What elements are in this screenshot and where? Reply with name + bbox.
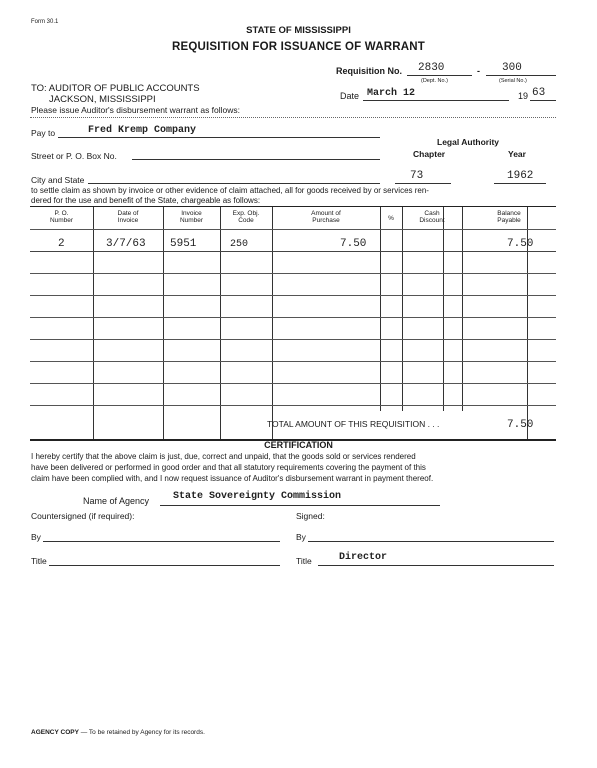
footer: [31, 729, 205, 736]
header-balance: Balance Payable: [497, 210, 521, 224]
settle-text-1: to settle claim as shown by invoice or other evidence of claim attached, all for goods received by or services ren-: [31, 186, 429, 195]
by-line-left: [43, 541, 280, 542]
header-amount: Amount of Purchase: [311, 210, 341, 224]
countersigned-label: Countersigned (if required):: [31, 511, 135, 521]
date-label: Date: [340, 91, 360, 101]
header-invoice-number: Invoice Number: [179, 210, 204, 224]
title-label-right: Title: [296, 556, 312, 566]
year-prefix: 19: [518, 91, 529, 101]
pay-to-label: Pay to: [31, 128, 56, 138]
year-label: Year: [508, 149, 526, 159]
dept-no-value: 2830: [418, 62, 445, 74]
serial-no-line: [486, 75, 556, 76]
to-line-2: JACKSON, MISSISSIPPI: [49, 94, 156, 105]
street-line: [132, 159, 380, 160]
chapter-line: [395, 183, 451, 184]
to-line-1: TO: AUDITOR OF PUBLIC ACCOUNTS: [31, 83, 200, 94]
chapter-value: 73: [410, 170, 424, 182]
form-number: Form 30.1: [31, 19, 59, 25]
header-exp-code: Exp. Obj. Code: [232, 210, 260, 224]
title-value: Director: [339, 552, 388, 563]
agency-line: [160, 505, 440, 506]
total-value: 7.50: [507, 419, 534, 431]
row-balance: 7.50: [507, 238, 534, 250]
row-invoice-date: 3/7/63: [106, 238, 146, 250]
state-heading: STATE OF MISSISSIPPI: [246, 25, 351, 36]
dash: -: [477, 66, 480, 76]
header-po: P. O. Number: [49, 210, 74, 224]
chapter-label: Chapter: [413, 149, 446, 159]
title-line-left: [49, 565, 280, 566]
to-line-3: Please issue Auditor's disbursement warrant as follows:: [31, 105, 241, 115]
total-label: TOTAL AMOUNT OF THIS REQUISITION . . .: [267, 419, 440, 429]
agency-value: State Sovereignty Commission: [173, 491, 342, 502]
signed-label: Signed:: [296, 511, 325, 521]
row-exp-code: 250: [230, 239, 249, 250]
dept-no-line: [407, 75, 472, 76]
certification-title: CERTIFICATION: [264, 440, 333, 450]
legal-year-value: 1962: [507, 170, 534, 182]
pay-to-value: Fred Kremp Company: [88, 125, 197, 136]
year-value: 63: [532, 87, 546, 99]
street-label: Street or P. O. Box No.: [31, 151, 117, 161]
row-invoice-number: 5951: [170, 238, 197, 250]
agency-label: Name of Agency: [83, 496, 150, 506]
city-label: City and State: [31, 175, 85, 185]
row-po: 2: [58, 238, 65, 250]
city-line: [88, 183, 380, 184]
pay-to-line: [58, 137, 380, 138]
by-label-left: By: [31, 532, 41, 542]
page-title: REQUISITION FOR ISSUANCE OF WARRANT: [172, 41, 425, 53]
charges-table: [30, 206, 556, 441]
header-pct: %: [388, 215, 394, 222]
requisition-label: Requisition No.: [336, 66, 402, 76]
footer-rest: — To be retained by Agency for its records.: [78, 729, 205, 736]
row-amount: 7.50: [340, 238, 367, 250]
serial-no-caption: (Serial No.): [499, 78, 527, 84]
certification-line-3: claim have been complied with, and I now request issuance of Auditor's disbursement warrant in payment thereof.: [31, 474, 434, 483]
legal-year-line: [494, 183, 546, 184]
serial-no-value: 300: [502, 62, 522, 74]
by-line-right: [308, 541, 554, 542]
date-value: March 12: [367, 88, 416, 99]
by-label-right: By: [296, 532, 306, 542]
top-rule: [30, 117, 556, 118]
dept-no-caption: (Dept. No.): [421, 78, 448, 84]
settle-text-2: dered for the use and benefit of the State, chargeable as follows:: [31, 196, 261, 205]
title-line-right: [318, 565, 554, 566]
header-cash-discount: Cash Discount: [419, 210, 445, 224]
date-line: [363, 100, 509, 101]
legal-authority-label: Legal Authority: [437, 137, 500, 147]
certification-line-1: I hereby certify that the above claim is just, due, correct and unpaid, that the goods sold or services rendered: [31, 452, 416, 461]
header-invoice-date: Date of Invoice: [117, 210, 139, 224]
footer-bold: AGENCY COPY: [31, 729, 79, 736]
year-line: [530, 100, 556, 101]
title-label-left: Title: [31, 556, 47, 566]
certification-line-2: have been delivered or performed in good order and that all statutory requirements covering the payment of this: [31, 463, 426, 472]
